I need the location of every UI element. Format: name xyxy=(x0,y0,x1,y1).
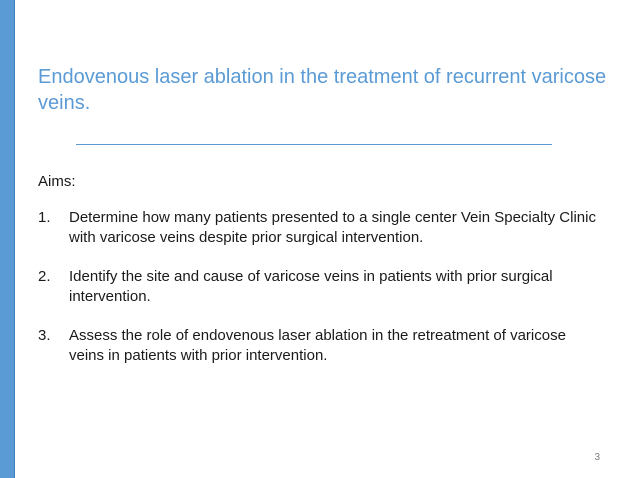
aim-text: Assess the role of endovenous laser ablation in the retreatment of varicose veins in patients with prior intervention. xyxy=(69,327,566,364)
left-accent-bar xyxy=(0,0,15,478)
page-number: 3 xyxy=(594,452,600,463)
aims-label: Aims: xyxy=(38,173,76,190)
aim-text: Identify the site and cause of varicose veins in patients with prior surgical intervention. xyxy=(69,268,553,305)
title-divider xyxy=(76,144,552,145)
aim-item-3 xyxy=(38,326,598,366)
aim-text: Determine how many patients presented to a single center Vein Specialty Clinic with varicose veins despite prior surgical intervention. xyxy=(69,209,596,246)
slide-title: Endovenous laser ablation in the treatment of recurrent varicose veins. xyxy=(38,66,607,114)
aim-item-1 xyxy=(38,208,598,248)
aims-list xyxy=(38,208,598,385)
aim-number: 1. xyxy=(38,209,51,226)
aim-number: 3. xyxy=(38,327,51,344)
aim-number: 2. xyxy=(38,268,51,285)
aim-item-2 xyxy=(38,267,598,307)
